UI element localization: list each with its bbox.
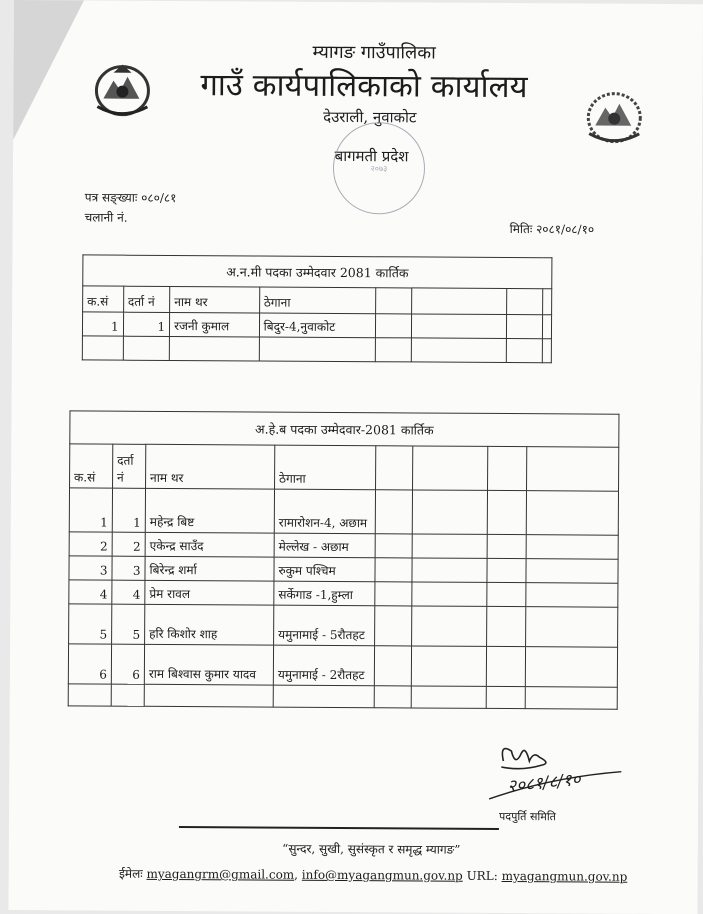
municipality-name: म्यागङ गाउँपालिका: [312, 41, 436, 64]
table-row: 2 2 एकेन्द्र साउँद मेल्लेख - अछाम: [69, 532, 618, 559]
table-caption: अ.हे.ब पदका उम्मेदवार-2081 कार्तिक: [70, 411, 619, 447]
header-reg: दर्ता नं: [113, 444, 146, 488]
header-address: ठेगाना: [275, 445, 376, 490]
document-page: [8, 0, 703, 914]
table-row: 4 4 प्रेम रावल सर्केगाड -1,हुम्ला: [69, 580, 618, 607]
signatory-title: पदपुर्ति समिति: [498, 809, 556, 824]
header-sn: क.सं: [70, 444, 113, 488]
contact-line: ईमेलः myagangrm@gmail.com, info@myagangmun.gov.np URL: myagangmun.gov.np: [118, 866, 628, 884]
table-caption: अ.न.मी पदका उम्मेदवार 2081 कार्तिक: [83, 255, 552, 289]
ahb-candidates-table: [68, 410, 620, 709]
email-link-2[interactable]: info@myagangmun.gov.np: [301, 867, 463, 883]
slogan: “सुन्दर, सुखी, सुसंस्कृत र समृद्ध म्यागङ”: [282, 841, 461, 857]
province-name: बागमती प्रदेश: [334, 146, 409, 166]
office-title: गाउँ कार्यपालिकाको कार्यालय: [200, 67, 528, 106]
footer-divider: [179, 826, 499, 830]
table-row: 3 3 बिरेन्द्र शर्मा रुकुम पश्चिम: [69, 556, 618, 583]
letter-date: मितिः २०८१/०८/१०: [509, 222, 595, 237]
header-reg: दर्ता नं: [123, 286, 170, 312]
table-row: 5 5 हरि किशोर शाह यमुनामाई - 5रौतहट: [69, 604, 618, 647]
website-link[interactable]: myagangmun.gov.np: [501, 868, 628, 884]
header-name: नाम थर: [146, 444, 275, 489]
table-row: 1 1 रजनी कुमाल बिदुर-4,नुवाकोट: [82, 312, 551, 339]
table-row: 6 6 राम बिश्वास कुमार यादव यमुनामाई - 2रौतहट: [68, 644, 617, 687]
chalani-number: चलानी नं.: [84, 210, 128, 225]
office-stamp: २०७३: [333, 122, 426, 215]
email-link-1[interactable]: myagangrm@gmail.com: [146, 866, 295, 882]
patra-number: पत्र सङ्ख्याः ०८०/८१: [84, 190, 177, 205]
anmi-candidates-table: [82, 254, 553, 363]
signature-date: २०८१/८/१०: [506, 769, 582, 797]
header-name: नाम थर: [170, 286, 260, 313]
header-sn: क.सं: [83, 286, 124, 312]
header-address: ठेगाना: [259, 287, 375, 314]
office-location: देउराली, नुवाकोट: [323, 107, 417, 127]
table-row: 1 1 महेन्द्र बिष्ट रामारोशन-4, अछाम: [69, 488, 618, 535]
